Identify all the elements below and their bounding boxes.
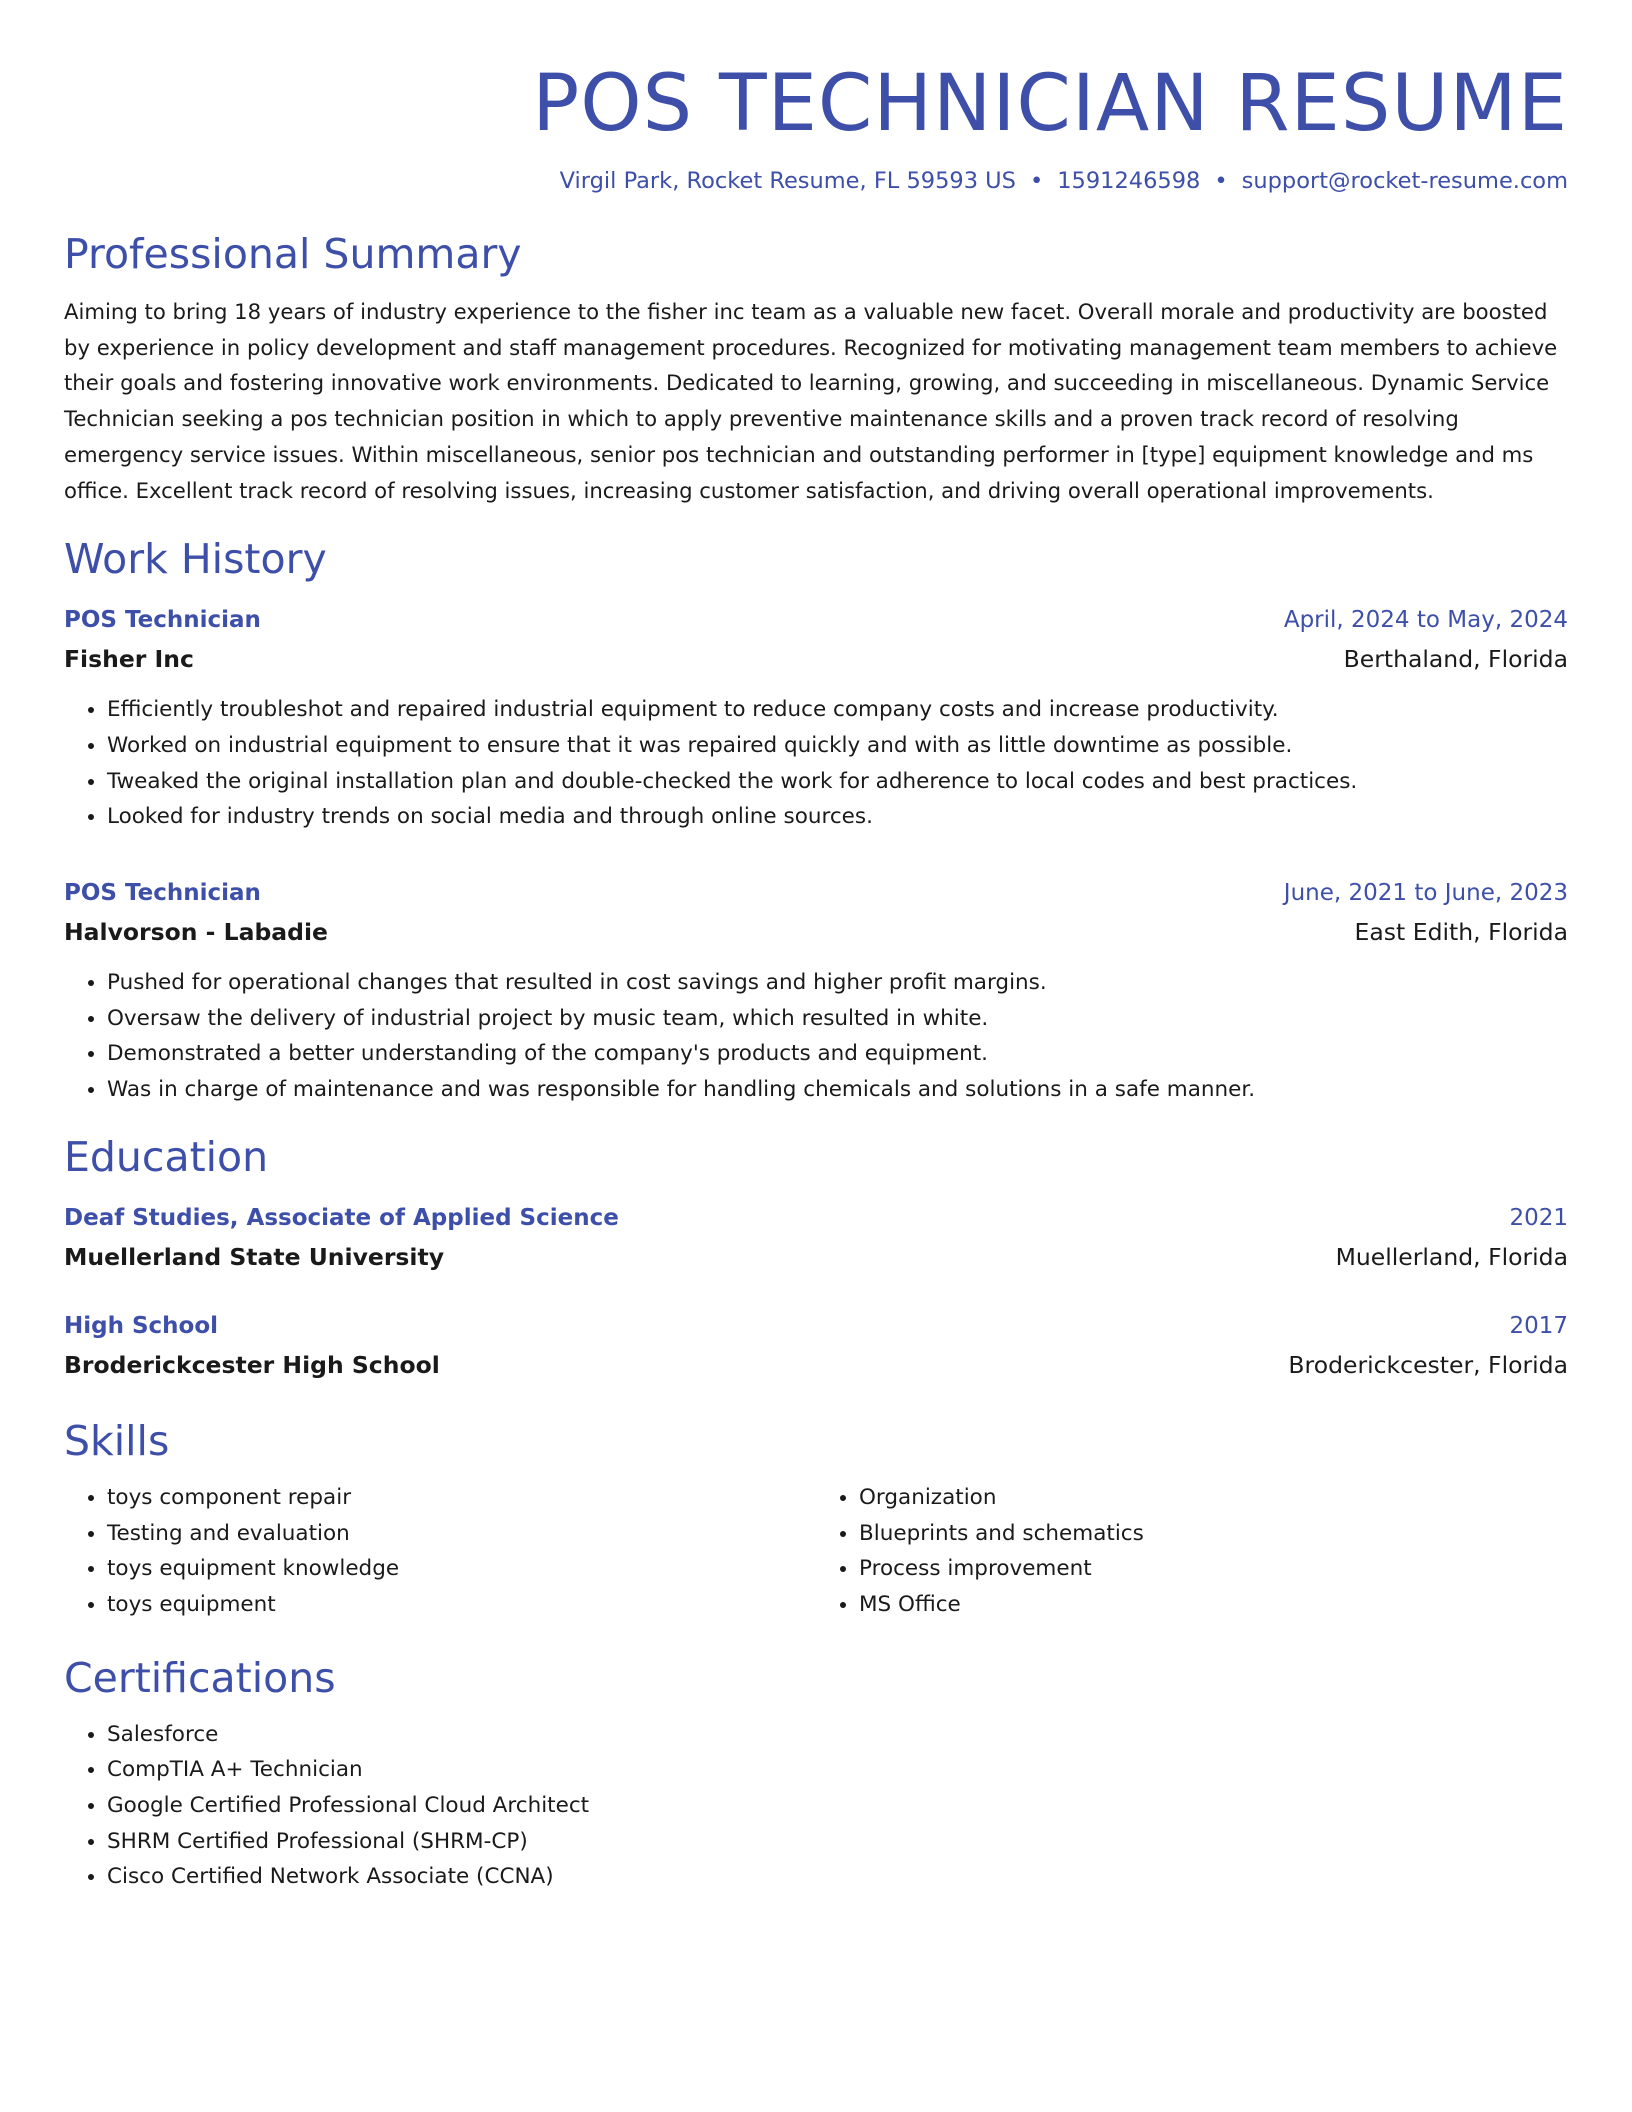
education-section [64,1132,1568,1384]
separator-dot: • [1214,168,1228,194]
certification-item: • SHRM Certified Professional (SHRM-CP) [107,1824,1568,1860]
resume-title: POS TECHNICIAN RESUME [532,59,1568,149]
job-bullet: • Demonstrated a better understanding of the company's products and equipment. [107,1036,1568,1072]
education-degree: Deaf Studies, Associate of Applied Science [64,1204,619,1231]
skill-item: • Organization [859,1480,1568,1516]
certification-item: • Google Certified Professional Cloud Architect [107,1788,1568,1824]
skill-item: • MS Office [859,1587,1568,1623]
education-header-row [64,1306,1568,1346]
job-bullet: • Tweaked the original installation plan and double-checked the work for adherence to local codes and best practices. [107,764,1568,800]
job-company-row [64,640,1568,678]
skills-column-left [64,1480,816,1623]
education-degree: High School [64,1312,219,1339]
skills-column-right [816,1480,1568,1623]
education-school: Broderickcester High School [64,1350,440,1379]
certifications-list [64,1717,1568,1896]
job-location: Berthaland, Florida [1343,645,1568,674]
skills-section [64,1416,1568,1623]
skill-item: • Testing and evaluation [107,1516,816,1552]
job-company-row [64,913,1568,951]
job-entry [64,873,1568,1108]
job-company: Halvorson - Labadie [64,918,328,947]
section-title-work: Work History [64,535,327,584]
job-bullet: • Looked for industry trends on social media and through online sources. [107,799,1568,835]
job-dates: June, 2021 to June, 2023 [1283,880,1568,907]
education-school-row [64,1346,1568,1384]
skill-item: • toys equipment [107,1587,816,1623]
contact-email[interactable]: support@rocket-resume.com [1241,168,1568,194]
contact-line [64,166,1568,196]
skills-grid [64,1480,1568,1623]
job-location: East Edith, Florida [1354,918,1568,947]
education-entry [64,1306,1568,1384]
job-bullet: • Was in charge of maintenance and was responsible for handling chemicals and solutions in a safe manner. [107,1072,1568,1108]
certification-item: • Salesforce [107,1717,1568,1753]
job-bullets [64,692,1568,835]
job-bullet: • Worked on industrial equipment to ensure that it was repaired quickly and with as little downtime as possible. [107,728,1568,764]
job-header-row [64,873,1568,913]
job-company: Fisher Inc [64,645,194,674]
section-title-summary: Professional Summary [64,230,522,278]
certifications-section [64,1653,1568,1896]
education-year: 2017 [1509,1312,1568,1339]
job-role: POS Technician [64,880,261,907]
education-year: 2021 [1509,1204,1568,1231]
job-bullet: • Oversaw the delivery of industrial project by music team, which resulted in white. [107,1001,1568,1037]
summary-text: Aiming to bring 18 years of industry experience to the fisher inc team as a valuable new facet. Overall morale and productivity are boosted by experience in policy development and staff management procedures. Recognized for motivating management team members to achieve their goals and fostering innovative work environments. Dedicated to learning, growing, and succeeding in miscellaneous. Dynamic Service Technician seeking a pos technician position in which to apply preventive maintenance skills and a proven track record of resolving emergency service issues. Within miscellaneous, senior pos technician and outstanding performer in [type] equipment knowledge and ms office. Excellent track record of resolving issues, increasing customer satisfaction, and driving overall operational improvements. [64,299,1558,503]
section-title-education: Education [64,1132,269,1181]
job-role: POS Technician [64,607,261,634]
education-entry [64,1198,1568,1276]
professional-summary-section [64,229,1568,508]
education-school: Muellerland State University [64,1242,445,1271]
certification-item: • Cisco Certified Network Associate (CCNA) [107,1859,1568,1895]
skill-item: • toys equipment knowledge [107,1551,816,1587]
job-header-row [64,600,1568,640]
work-history-section [64,534,1568,1108]
job-bullet: • Efficiently troubleshot and repaired industrial equipment to reduce company costs and increase productivity. [107,692,1568,728]
certification-item: • CompTIA A+ Technician [107,1752,1568,1788]
job-bullet: • Pushed for operational changes that resulted in cost savings and higher profit margins. [107,965,1568,1001]
education-location: Muellerland, Florida [1335,1242,1568,1271]
section-title-certifications: Certifications [64,1653,336,1702]
separator-dot: • [1029,168,1044,194]
job-bullets [64,965,1568,1108]
resume-header [64,56,1568,196]
education-header-row [64,1198,1568,1238]
job-dates: April, 2024 to May, 2024 [1283,607,1568,634]
skill-item: • Blueprints and schematics [859,1516,1568,1552]
contact-address: Virgil Park, Rocket Resume, FL 59593 US [559,168,1016,194]
job-entry [64,600,1568,835]
education-school-row [64,1238,1568,1276]
skill-item: • toys component repair [107,1480,816,1516]
education-location: Broderickcester, Florida [1288,1350,1568,1379]
contact-phone: 1591246598 [1057,168,1201,194]
skill-item: • Process improvement [859,1551,1568,1587]
section-title-skills: Skills [64,1416,170,1465]
